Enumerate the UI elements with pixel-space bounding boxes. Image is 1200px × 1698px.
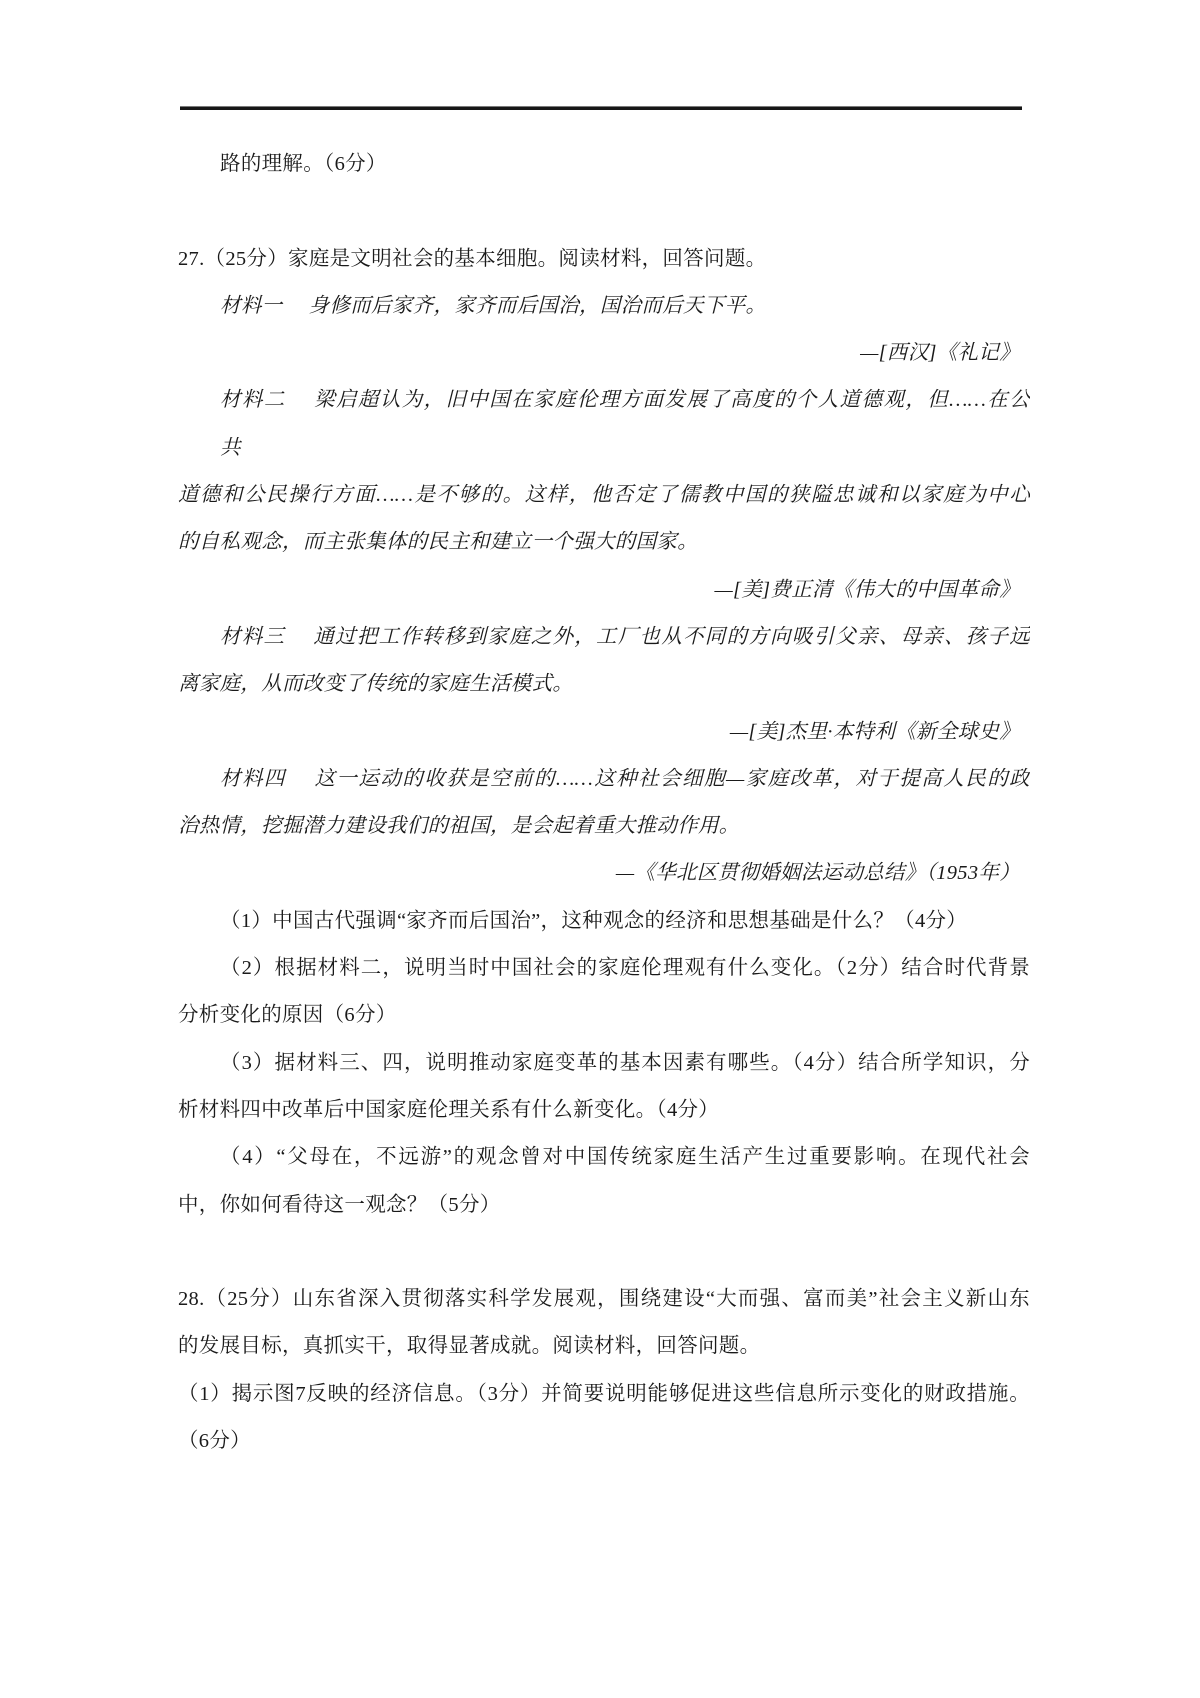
header-rule [180, 106, 1022, 110]
material-1-source-citation: —[西汉]《礼记》 [860, 342, 1020, 365]
q28-sub1-line1: （1）揭示图7反映的经济信息。（3分）并简要说明能够促进这些信息所示变化的财政措施。 [178, 1382, 1030, 1405]
material-3-source-citation: —[美]杰里·本特利《新全球史》 [729, 720, 1020, 743]
q27-sub4-line1: （4）“父母在，不远游”的观念曾对中国传统家庭生活产生过重要影响。在现代社会 [220, 1146, 1030, 1169]
q27-sub1: （1）中国古代强调“家齐而后国治”，这种观念的经济和思想基础是什么？（4分） [220, 909, 968, 932]
q27-sub4-line2: 中，你如何看待这一观念？（5分） [178, 1193, 501, 1216]
material-2-source-citation: —[美]费正清《伟大的中国革命》 [714, 578, 1020, 601]
q26-continuation-line: 路的理解。（6分） [220, 153, 387, 175]
material-2-line4: 的自私观念，而主张集体的民主和建立一个强大的国家。 [178, 531, 698, 554]
q27-sub3-line2: 析材料四中改革后中国家庭伦理关系有什么新变化。（4分） [178, 1098, 720, 1121]
material-2-line3: 道德和公民操行方面……是不够的。这样，他否定了儒教中国的狭隘忠诚和以家庭为中心 [178, 484, 1030, 507]
q27-sub3-line1: （3）据材料三、四，说明推动家庭变革的基本因素有哪些。（4分）结合所学知识，分 [220, 1051, 1030, 1074]
document-content [178, 141, 1030, 1465]
q28-sub1-line2: （6分） [178, 1430, 251, 1453]
q27-sub2-line2: 分析变化的原因（6分） [178, 1004, 397, 1027]
material-2-line1: 材料二 梁启超认为，旧中国在家庭伦理方面发展了高度的个人道德观，但……在公 [220, 389, 1030, 412]
q28-stem-line1: 28.（25分）山东省深入贯彻落实科学发展观，围绕建设“大而强、富而美”社会主义新山东 [178, 1288, 1030, 1311]
blank-line [178, 1229, 1030, 1276]
q27-stem: 27.（25分）家庭是文明社会的基本细胞。阅读材料，回答问题。 [178, 247, 767, 270]
q28-stem-line2: 的发展目标，真抓实干，取得显著成就。阅读材料，回答问题。 [178, 1335, 761, 1358]
material-4-source-citation: —《华北区贯彻婚姻法运动总结》（1953年） [615, 862, 1020, 885]
material-2-line2: 共 [220, 436, 241, 459]
material-1-text: 材料一 身修而后家齐，家齐而后国治，国治而后天下平。 [220, 294, 767, 317]
material-3-line1: 材料三 通过把工作转移到家庭之外，工厂也从不同的方向吸引父亲、母亲、孩子远 [220, 625, 1030, 648]
material-4-line1: 材料四 这一运动的收获是空前的……这种社会细胞—家庭改革，对于提高人民的政 [220, 767, 1030, 790]
q27-sub2-line1: （2）根据材料二，说明当时中国社会的家庭伦理观有什么变化。（2分）结合时代背景 [220, 957, 1030, 980]
material-4-line2: 治热情，挖掘潜力建设我们的祖国，是会起着重大推动作用。 [178, 815, 740, 838]
blank-line [178, 188, 1030, 235]
material-3-line2: 离家庭，从而改变了传统的家庭生活模式。 [178, 673, 574, 696]
